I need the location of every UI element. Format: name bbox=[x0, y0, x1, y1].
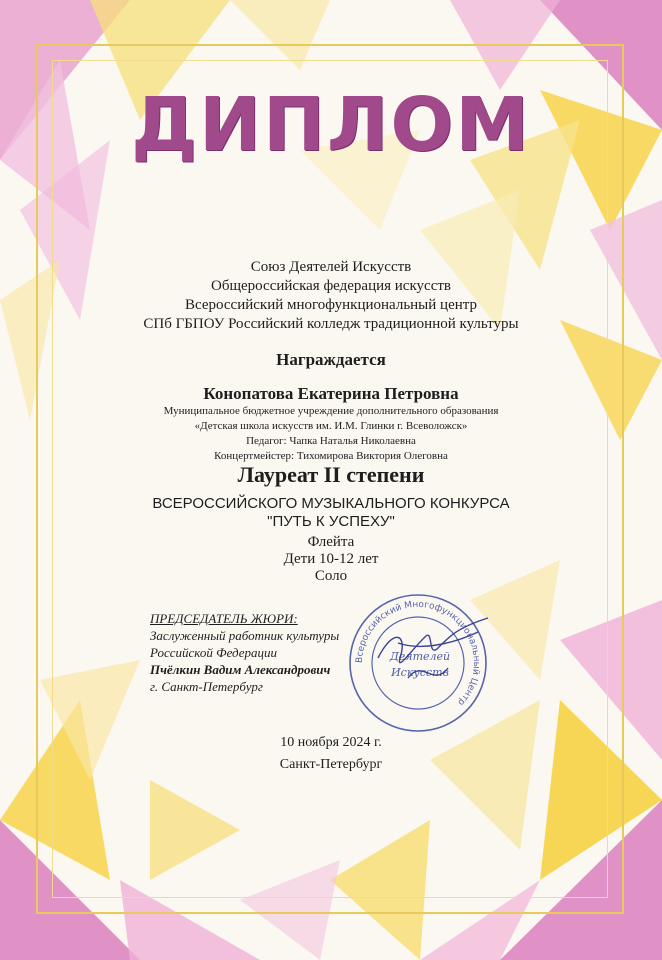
award-title: Лауреат II степени bbox=[237, 462, 425, 487]
institution-line-2: «Детская школа искусств им. И.М. Глинки г. Всеволожск» bbox=[194, 420, 468, 432]
organizer-line-3: Всероссийский многофункциональный центр bbox=[185, 297, 477, 313]
teacher-line: Педагог: Чапка Наталья Николаевна bbox=[246, 435, 416, 447]
jury-city: г. Санкт-Петербург bbox=[150, 679, 263, 694]
jury-title-line-1: Заслуженный работник культуры bbox=[150, 628, 340, 643]
jury-title-line-2: Российской Федерации bbox=[150, 645, 278, 660]
issue-city: Санкт-Петербург bbox=[279, 757, 383, 772]
seal-ring-text: Всероссийский Многофункциональный Центр bbox=[354, 599, 482, 708]
organizer-line-4: СПб ГБПОУ Российский колледж традиционной культуры bbox=[143, 316, 519, 332]
accompanist-line: Концертмейстер: Тихомирова Виктория Олеговна bbox=[214, 450, 448, 462]
competition-line-2: "ПУТЬ К УСПЕХУ" bbox=[267, 513, 395, 530]
jury-name: Пчёлкин Вадим Александрович bbox=[150, 662, 331, 677]
organizer-line-2: Общероссийская федерация искусств bbox=[211, 278, 451, 294]
issue-date: 10 ноября 2024 г. bbox=[280, 735, 382, 750]
awarded-label: Награждается bbox=[276, 350, 386, 369]
institution-line-1: Муниципальное бюджетное учреждение дополнительного образования bbox=[163, 405, 499, 417]
category-instrument: Флейта bbox=[307, 534, 355, 550]
diploma-title: ДИПЛОМ bbox=[131, 82, 531, 168]
stamp-seal bbox=[338, 588, 498, 738]
organizer-line-1: Союз Деятелей Искусств bbox=[250, 259, 412, 275]
category-age: Дети 10-12 лет bbox=[283, 551, 379, 567]
recipient-name: Конопатова Екатерина Петровна bbox=[203, 384, 459, 403]
jury-heading: ПРЕДСЕДАТЕЛЬ ЖЮРИ: bbox=[150, 611, 298, 626]
seal-center-line-2: Искусств bbox=[391, 666, 449, 679]
competition-line-1: ВСЕРОССИЙСКОГО МУЗЫКАЛЬНОГО КОНКУРСА bbox=[152, 495, 510, 512]
seal-center-line-1: Деятелей bbox=[389, 650, 451, 663]
jury-block bbox=[150, 610, 339, 695]
category-form: Соло bbox=[314, 568, 348, 584]
